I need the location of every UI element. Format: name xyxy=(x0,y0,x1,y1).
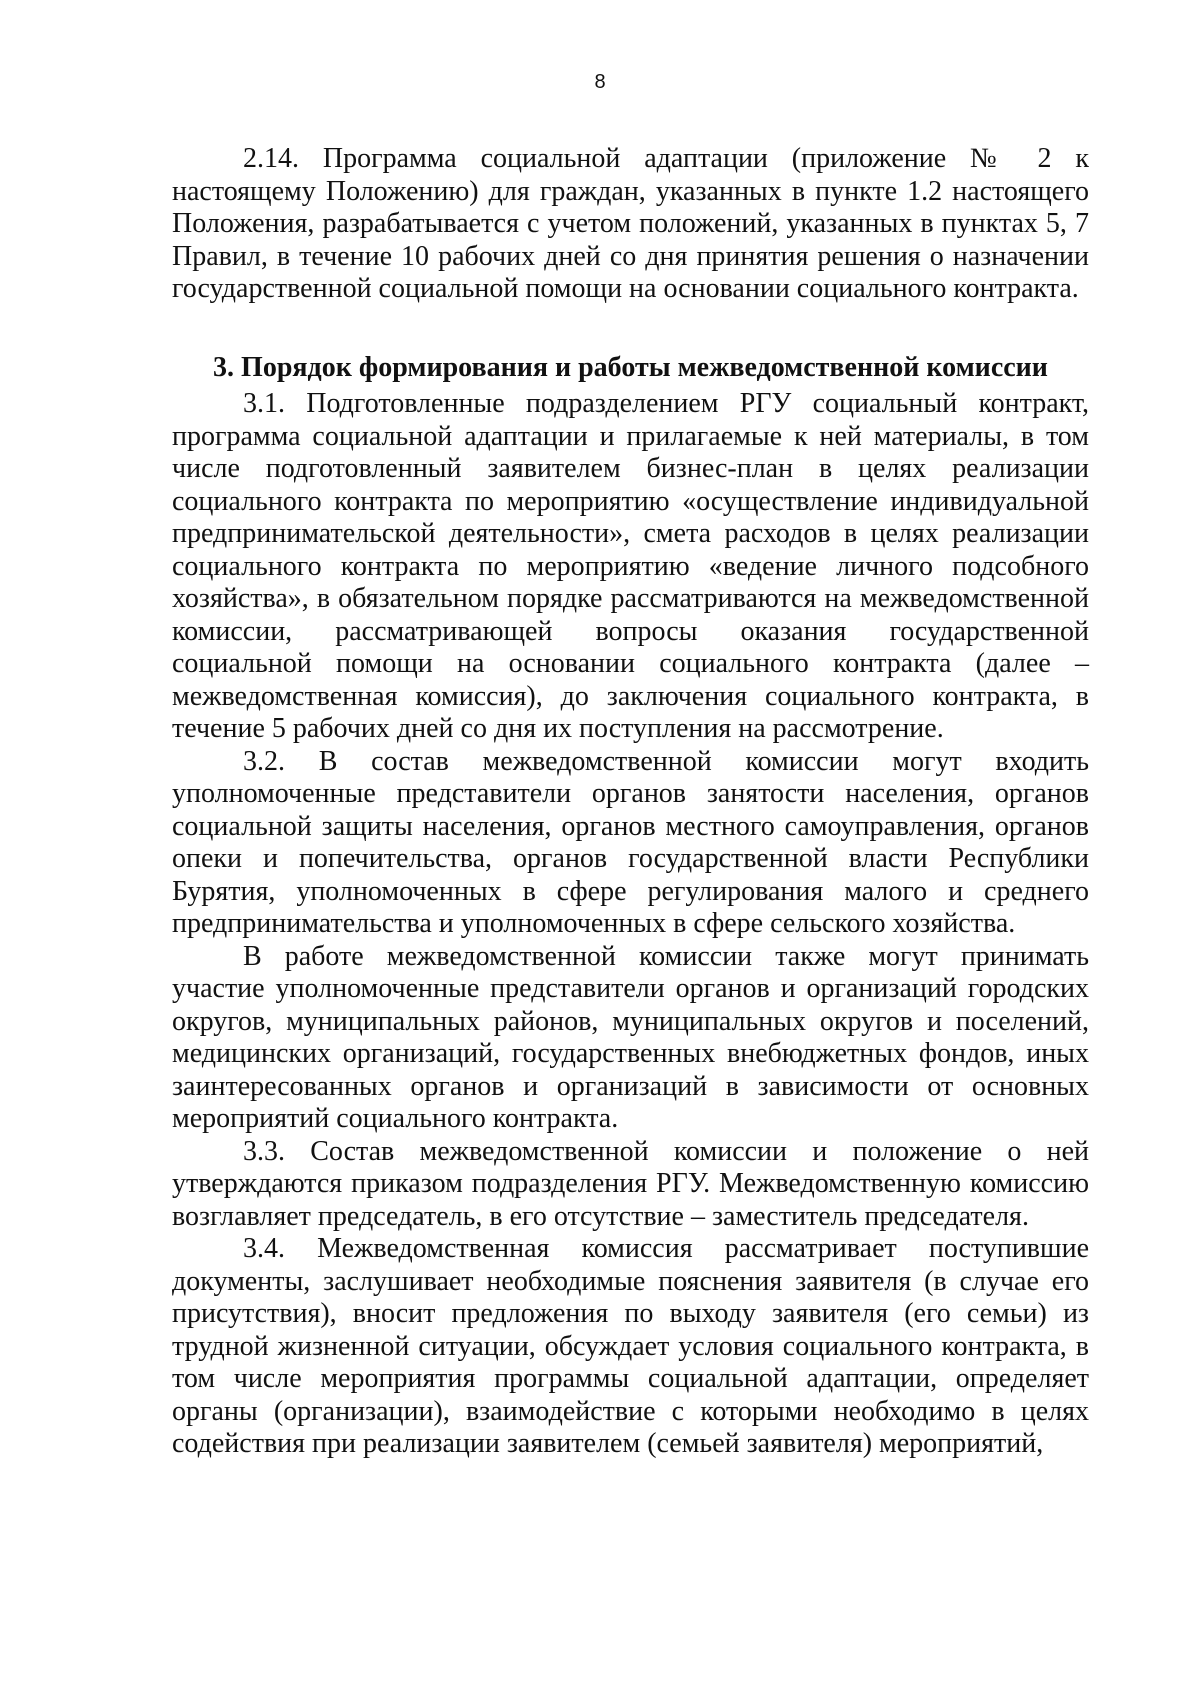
paragraph-2-14: 2.14. Программа социальной адаптации (приложение № 2 к настоящему Положению) для граждан, указанных в пункте 1.2 настоящего Положения, разрабатывается с учетом положений, указанных в пунктах 5, 7 Правил, в течение 10 рабочих дней со дня принятия решения о назначении государственной социальной помощи на основании социального контракта. xyxy=(172,143,1089,304)
paragraph-3-2-continued: В работе межведомственной комиссии также могут принимать участие уполномоченные представители органов и организаций городских округов, муниципальных районов, муниципальных округов и поселений, медицинских организаций, государственных внебюджетных фондов, иных заинтересованных органов и организаций в зависимости от основных мероприятий социального контракта. xyxy=(172,940,1089,1134)
paragraph-3-3: 3.3. Состав межведомственной комиссии и положение о ней утверждаются приказом подразделения РГУ. Межведомственную комиссию возглавляет председатель, в его отсутствие – заместитель председателя. xyxy=(172,1135,1089,1232)
paragraph-3-2: 3.2. В состав межведомственной комиссии могут входить уполномоченные представители органов занятости населения, органов социальной защиты населения, органов местного самоуправления, органов опеки и попечительства, органов государственной власти Республики Бурятия, уполномоченных в сфере регулирования малого и среднего предпринимательства и уполномоченных в сфере сельского хозяйства. xyxy=(172,745,1089,939)
paragraph-3-1: 3.1. Подготовленные подразделением РГУ социальный контракт, программа социальной адаптации и прилагаемые к ней материалы, в том числе подготовленный заявителем бизнес-план в целях реализации социального контракта по мероприятию «осуществление индивидуальной предпринимательской деятельности», смета расходов в целях реализации социального контракта по мероприятию «ведение личного подсобного хозяйства», в обязательном порядке рассматриваются на межведомственной комиссии, рассматривающей вопросы оказания государственной социальной помощи на основании социального контракта (далее – межведомственная комиссия), до заключения социального контракта, в течение 5 рабочих дней со дня их поступления на рассмотрение. xyxy=(172,388,1089,744)
paragraph-3-4: 3.4. Межведомственная комиссия рассматривает поступившие документы, заслушивает необходимые пояснения заявителя (в случае его присутствия), вносит предложения по выходу заявителя (его семьи) из трудной жизненной ситуации, обсуждает условия социального контракта, в том числе мероприятия программы социальной адаптации, определяет органы (организации), взаимодействие с которыми необходимо в целях содействия при реализации заявителем (семьей заявителя) мероприятий, xyxy=(172,1233,1089,1459)
section-heading: 3. Порядок формирования и работы межведомственной комиссии xyxy=(213,351,1048,383)
page-body xyxy=(172,143,1089,1461)
page-number: 8 xyxy=(594,71,606,93)
